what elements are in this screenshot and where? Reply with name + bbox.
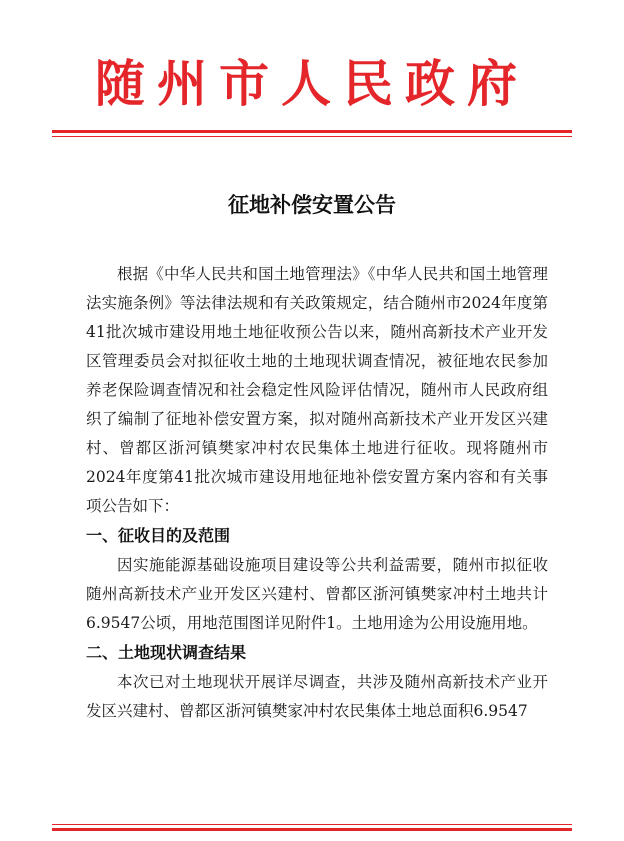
masthead-divider-thick	[52, 130, 572, 133]
masthead-divider-thin	[52, 136, 572, 137]
intro-paragraph: 根据《中华人民共和国土地管理法》《中华人民共和国土地管理法实施条例》等法律法规和有关政策规定，结合随州市2024年度第41批次城市建设用地土地征收预公告以来，随州高新技术产业开发区管理委员会对拟征收土地的土地现状调查情况，被征地农民参加养老保险调查情况和社会稳定性风险评估情况，随州市人民政府组织了编制了征地补偿安置方案，拟对随州高新技术产业开发区兴建村、曾都区浙河镇樊家冲村农民集体土地进行征收。现将随州市2024年度第41批次城市建设用地征地补偿安置方案内容和有关事项公告如下：	[86, 265, 548, 515]
section-heading-1: 一、征收目的及范围	[86, 526, 231, 545]
section-paragraph-1: 因实施能源基础设施项目建设等公共利益需要，随州市拟征收随州高新技术产业开发区兴建村、曾都区浙河镇樊家冲村土地共计6.9547公顷，用地范围图详见附件1。土地用途为公用设施用地。	[86, 556, 548, 632]
section-heading-2: 二、土地现状调查结果	[86, 643, 247, 662]
document-body	[86, 260, 548, 726]
footer-divider-thin	[52, 824, 572, 825]
footer-divider-thick	[52, 828, 572, 831]
section-paragraph-2: 本次已对土地现状开展详尽调查，共涉及随州高新技术产业开发区兴建村、曾都区浙河镇樊家冲村农民集体土地总面积6.9547	[86, 673, 548, 720]
masthead-title: 随州市人民政府	[95, 54, 529, 113]
document-title: 征地补偿安置公告	[228, 193, 396, 217]
